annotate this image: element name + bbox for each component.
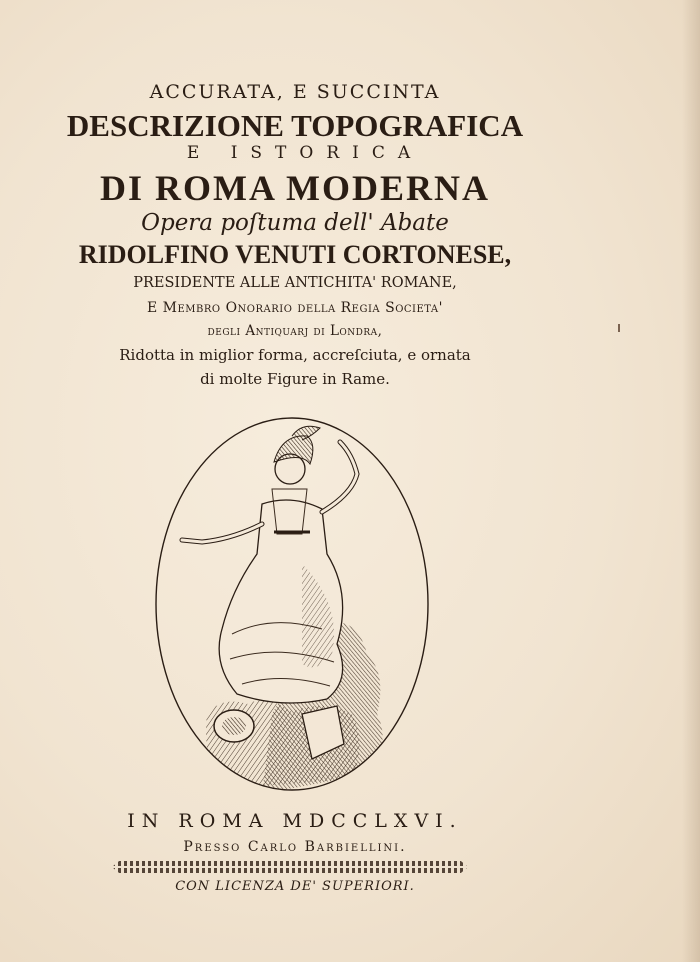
page-edge-shadow xyxy=(682,0,700,962)
ornamental-rule xyxy=(112,861,468,873)
minerva-vignette-engraving xyxy=(152,414,432,794)
author-title-membro: E Membro Onorario della Regia Societa' xyxy=(147,300,443,316)
title-line-roma-moderna: DI ROMA MODERNA xyxy=(100,168,490,208)
author-title-presidente: PRESIDENTE ALLE ANTICHITA' ROMANE, xyxy=(133,275,457,291)
title-line-accurata: ACCURATA, E SUCCINTA xyxy=(149,81,441,103)
author-name: RIDOLFINO VENUTI CORTONESE, xyxy=(78,240,512,269)
title-line-istorica: E ISTORICA xyxy=(186,143,424,163)
imprint-printer: Presso Carlo Barbiellini. xyxy=(183,839,407,855)
title-line-opera-postuma: Opera poſtuma dell' Abate xyxy=(141,210,449,236)
title-line-descrizione: DESCRIZIONE TOPOGRAFICA xyxy=(66,108,524,143)
author-title-antiquarj: degli Antiquarj di Londra, xyxy=(207,323,383,339)
imprint-licence: CON LICENZA DE' SUPERIORI. xyxy=(175,879,415,894)
imprint-place-date: IN ROMA MDCCLXVI. xyxy=(127,810,463,832)
edition-note-line2: di molte Figure in Rame. xyxy=(200,370,390,388)
edition-note-line1: Ridotta in miglior forma, accreſciuta, e ornata xyxy=(119,346,471,364)
paper-mark xyxy=(618,324,620,332)
